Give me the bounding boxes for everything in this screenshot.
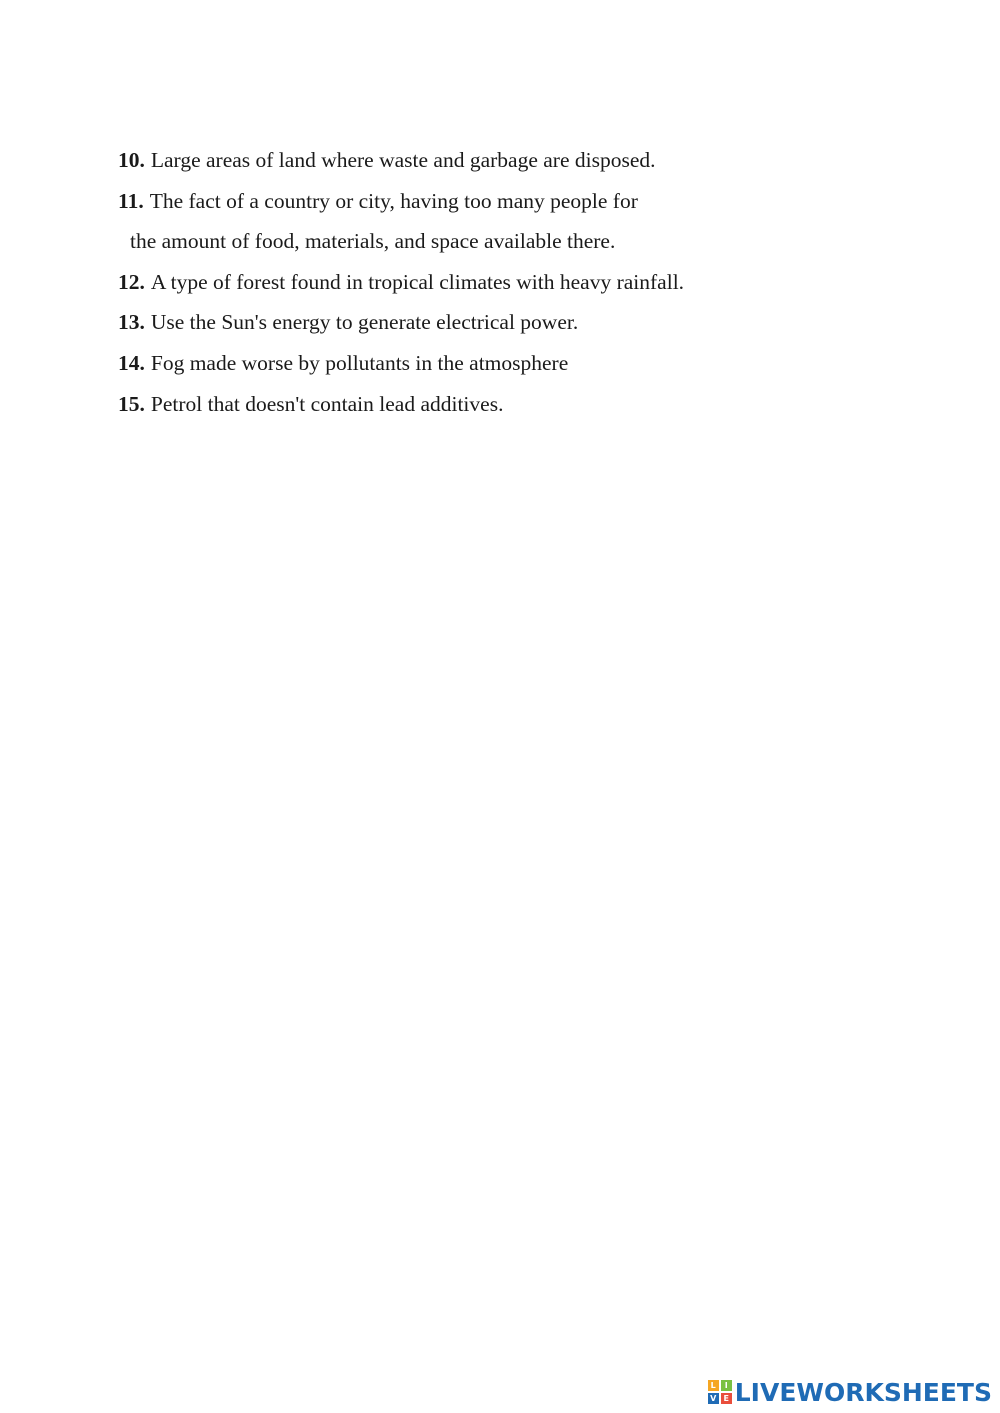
clue-number: 12. [118,269,145,294]
clue-number: 11. [118,188,144,213]
clue-text: Large areas of land where waste and garbage are disposed. [150,148,656,172]
clue-text: Petrol that doesn't contain lead additives. [150,391,504,416]
clue-number: 13. [118,310,145,335]
clue-item [118,384,878,425]
clue-item [118,140,878,181]
clue-number: 15. [118,391,145,416]
brand-name: LIVEWORKSHEETS [734,1377,992,1407]
clue-text: A type of forest found in tropical climates with heavy rainfall. [150,269,685,294]
logo-tile: E [721,1393,732,1404]
logo-tile: V [708,1393,719,1404]
logo-tile: L [708,1380,719,1391]
clue-number: 14. [118,350,145,375]
clue-text: Use the Sun's energy to generate electrical power. [150,310,579,335]
liveworksheets-logo-icon [708,1380,732,1404]
clue-item [118,343,878,384]
clue-number: 10. [118,148,145,172]
clue-list [118,140,878,424]
clue-item [118,262,878,303]
clue-continuation: the amount of food, materials, and space available there. [130,229,616,254]
clue-item [118,302,878,343]
clue-item [118,181,878,222]
clue-text: The fact of a country or city, having too many people for [149,188,638,213]
clue-text: Fog made worse by pollutants in the atmosphere [150,350,569,375]
logo-tile: I [721,1380,732,1391]
liveworksheets-brand [708,1377,992,1407]
